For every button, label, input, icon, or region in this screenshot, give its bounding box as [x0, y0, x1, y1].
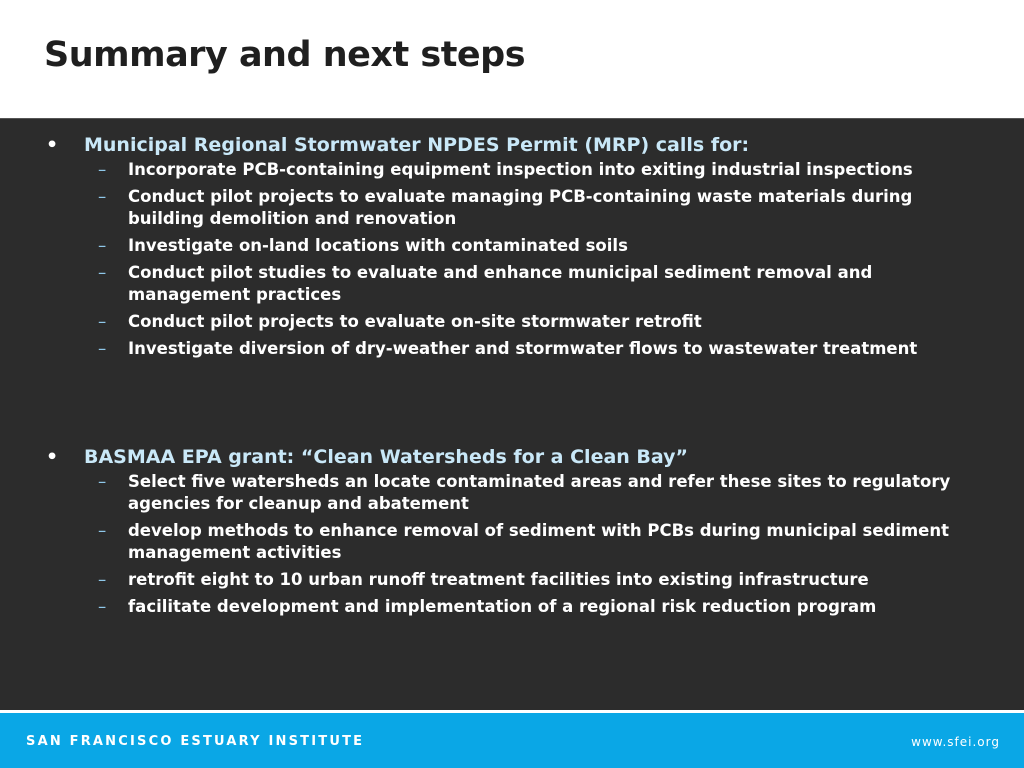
list-item — [0, 596, 1024, 618]
list-item — [0, 235, 1024, 257]
content-panel — [0, 118, 1024, 710]
list-item — [0, 471, 1024, 515]
section-mrp — [0, 133, 1024, 365]
list-item — [0, 338, 1024, 360]
dash-marker: – — [98, 472, 107, 491]
dash-marker: – — [98, 236, 107, 255]
list-item-text: Conduct pilot projects to evaluate managing PCB-containing waste materials during building demolition and renovation — [128, 187, 913, 228]
dash-marker: – — [98, 339, 107, 358]
list-item-text: develop methods to enhance removal of sediment with PCBs during municipal sediment management activities — [128, 521, 950, 562]
list-item-text: Investigate on-land locations with contaminated soils — [128, 236, 628, 255]
slide-title: Summary and next steps — [44, 35, 526, 75]
section-basmaa — [0, 445, 1024, 623]
organization-name: SAN FRANCISCO ESTUARY INSTITUTE — [26, 734, 365, 749]
sub-list — [0, 159, 1024, 360]
dash-marker: – — [98, 312, 107, 331]
dash-marker: – — [98, 160, 107, 179]
list-item-text: Incorporate PCB-containing equipment inspection into exiting industrial inspections — [128, 160, 913, 179]
bullet-marker: • — [46, 134, 59, 156]
footer-bar — [0, 713, 1024, 768]
dash-marker: – — [98, 570, 107, 589]
bullet-heading-text: Municipal Regional Stormwater NPDES Permit (MRP) calls for: — [84, 134, 750, 156]
list-item-text: Investigate diversion of dry-weather and stormwater flows to wastewater treatment — [128, 339, 918, 358]
list-item — [0, 569, 1024, 591]
bullet-heading — [0, 445, 1024, 469]
dash-marker: – — [98, 597, 107, 616]
list-item — [0, 311, 1024, 333]
list-item-text: Conduct pilot studies to evaluate and enhance municipal sediment removal and management practices — [128, 263, 873, 304]
dash-marker: – — [98, 521, 107, 540]
sub-list — [0, 471, 1024, 618]
list-item-text: retrofit eight to 10 urban runoff treatment facilities into existing infrastructure — [128, 570, 869, 589]
dash-marker: – — [98, 263, 107, 282]
website-link[interactable]: www.sfei.org — [911, 735, 1000, 749]
list-item — [0, 186, 1024, 230]
dash-marker: – — [98, 187, 107, 206]
list-item — [0, 262, 1024, 306]
title-bar — [0, 0, 1024, 118]
list-item-text: Conduct pilot projects to evaluate on-site stormwater retrofit — [128, 312, 702, 331]
list-item-text: Select five watersheds an locate contaminated areas and refer these sites to regulatory agencies for cleanup and abatement — [128, 472, 951, 513]
list-item — [0, 159, 1024, 181]
list-item — [0, 520, 1024, 564]
bullet-heading-text: BASMAA EPA grant: “Clean Watersheds for a Clean Bay” — [84, 446, 689, 468]
list-item-text: facilitate development and implementation of a regional risk reduction program — [128, 597, 877, 616]
bullet-marker: • — [46, 446, 59, 468]
bullet-heading — [0, 133, 1024, 157]
